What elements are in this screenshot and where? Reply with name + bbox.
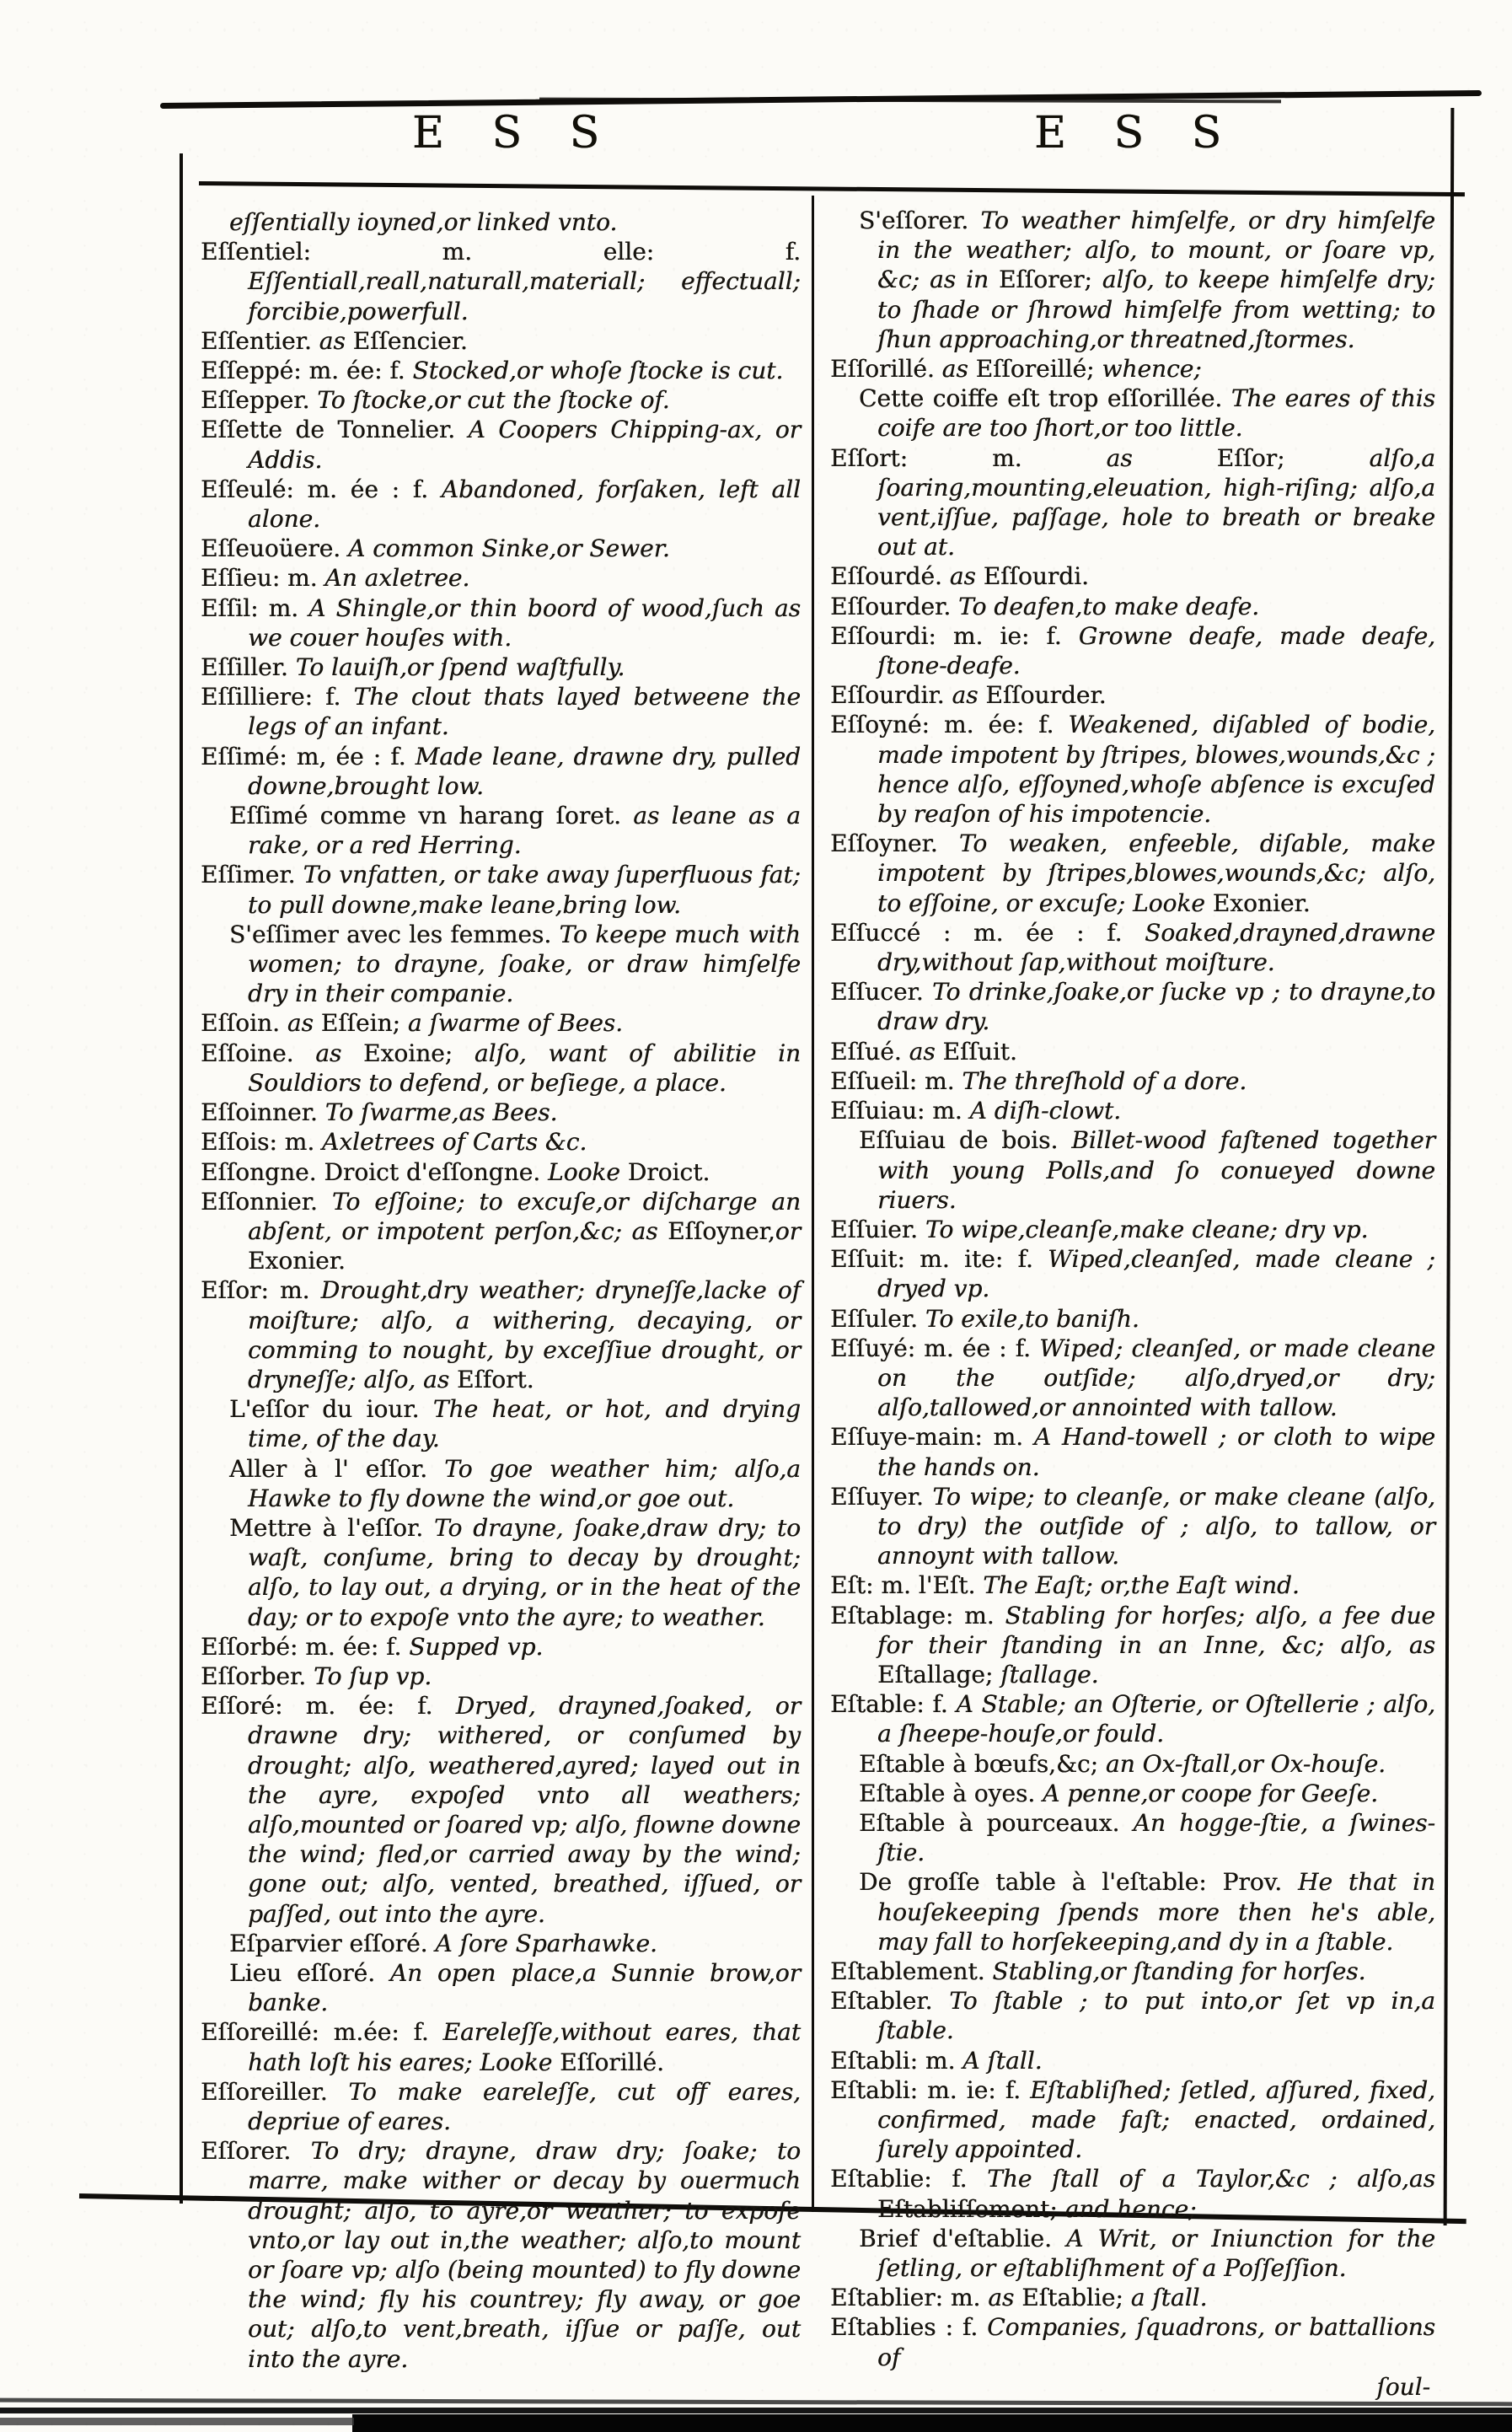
headword-text: Eſtablier: m. xyxy=(830,2284,989,2312)
headword-text: Eſfort. xyxy=(457,1365,534,1393)
gloss-text: A Coopers Chipping-ax, or Addis. xyxy=(248,416,801,474)
gloss-text: a ſwarme of Bees. xyxy=(407,1009,623,1038)
dictionary-entry xyxy=(201,2017,801,2076)
headword-text: Eſſencier. xyxy=(352,326,468,355)
headword-text: Eſſuit. xyxy=(942,1037,1017,1066)
dictionary-entry xyxy=(201,1691,801,1929)
headword-text: Eſſois: m. xyxy=(201,1128,323,1157)
headword-text: S'eſſorer. xyxy=(859,207,981,234)
headword-text: Eſſorbé: m. ée: f. xyxy=(201,1632,410,1661)
catchword: ſoul- xyxy=(1376,2372,1430,2401)
headword-text: Eſſimer. xyxy=(201,861,303,889)
dictionary-entry xyxy=(830,1482,1435,1571)
gloss-text: as xyxy=(988,2284,1022,2312)
dictionary-entry xyxy=(830,1957,1435,1986)
headword-text: Eſſorer. xyxy=(201,2137,311,2166)
headword-text: Eſſongne. Droict d'eſſongne. xyxy=(201,1157,549,1186)
headword-text: Eſſoreillé; xyxy=(975,355,1102,384)
dictionary-entry xyxy=(201,415,801,474)
dictionary-entry xyxy=(830,561,1435,591)
gloss-text: To vnfatten, or take away ſuperfluous fat; to pull downe,make leane,bring low. xyxy=(248,861,801,919)
headword-text: Eſſor; xyxy=(1216,443,1370,472)
dictionary-entry xyxy=(201,1662,801,1691)
headword-text: L'eſſor du iour. xyxy=(229,1395,433,1424)
dictionary-entry xyxy=(830,1334,1435,1423)
dictionary-entry xyxy=(201,207,801,237)
dictionary-entry xyxy=(830,2075,1435,2165)
dictionary-entry xyxy=(830,2312,1435,2371)
dictionary-entry xyxy=(830,1601,1435,1690)
dictionary-entry xyxy=(201,1394,801,1453)
left-border-rule xyxy=(180,153,183,2204)
dictionary-entry xyxy=(201,593,801,652)
dictionary-entry xyxy=(201,682,801,741)
gloss-text: The eares of this coife are too ſhort,or too little. xyxy=(877,384,1435,443)
gloss-text: as xyxy=(949,562,984,591)
dictionary-entry xyxy=(830,621,1435,680)
headword-text: Eſtabli: m. xyxy=(830,2046,963,2075)
headword-text: Eſſoin. xyxy=(201,1009,287,1038)
headword-text: Lieu eſſoré. xyxy=(229,1958,390,1987)
gloss-text: ſtallage. xyxy=(1000,1660,1099,1688)
gloss-text: Wiped; cleanſed, or made cleane on the outſide; alſo,dryed,or dry; alſo,tallowed,or annointed with tallow. xyxy=(877,1334,1435,1422)
dictionary-entry xyxy=(830,680,1435,710)
gloss-text: Stabling for horſes; alſo, a fee due for their ſtanding in an Inne, &c; alſo, as xyxy=(877,1601,1435,1659)
headword-text: Eſſuye-main: m. xyxy=(830,1423,1034,1452)
gloss-text: Soaked,drayned,drawne dry,without ſap,without moiſture. xyxy=(877,918,1435,977)
gloss-text: as xyxy=(1106,443,1217,472)
gloss-text: A penne,or coope for Geeſe. xyxy=(1043,1779,1379,1807)
dictionary-entry xyxy=(830,1125,1435,1215)
dictionary-entry xyxy=(830,977,1435,1036)
gloss-text: A Shingle,or thin boord of wood,ſuch as we couer houſes with. xyxy=(248,593,801,652)
gloss-text: as leane as a rake, or a red Herring. xyxy=(248,802,801,860)
gloss-text: To make eareleſſe, cut off eares, depriue of eares. xyxy=(248,2077,801,2135)
gloss-text: To keepe much with women; to drayne, ſoake, or draw himſelfe dry in their companie. xyxy=(248,920,801,1008)
dictionary-entry xyxy=(201,1275,801,1394)
dictionary-entry xyxy=(201,326,801,356)
headword-text: Eſſil: m. xyxy=(201,593,309,622)
dictionary-entry xyxy=(830,710,1435,829)
dictionary-entry xyxy=(201,1039,801,1098)
headword-text: Eſtabler. xyxy=(830,1987,950,2016)
gloss-text: A ſtall. xyxy=(962,2046,1043,2075)
gloss-text: To deafen,to make deafe. xyxy=(958,592,1260,620)
headword-text: Brief d'eſtablie. xyxy=(859,2224,1067,2252)
headword-text: Eſſourder. xyxy=(985,681,1107,710)
headword-text: Eſtablage: m. xyxy=(830,1601,1005,1629)
gloss-text: as xyxy=(941,355,976,384)
headword-text: Eſſort: m. xyxy=(830,443,1107,472)
gloss-text: Made leane, drawne dry, pulled downe,brought low. xyxy=(248,742,801,800)
gloss-text: An hogge-ſtie, a ſwines-ſtie. xyxy=(877,1808,1435,1867)
gloss-text: Supped vp. xyxy=(409,1632,544,1661)
gloss-text: Companies, ſquadrons, or battallions of xyxy=(877,2313,1435,2371)
headword-text: Eſſette de Tonnelier. xyxy=(201,416,469,444)
running-header-right: E S S xyxy=(1033,108,1234,158)
dictionary-entry xyxy=(830,1749,1435,1779)
column-divider-rule xyxy=(812,196,814,2212)
gloss-text: Weakened, diſabled of bodie, made impotent by ſtripes, blowes,wounds,&c ; hence alſo, eſſoyned,whoſe abſence is excuſed by reaſon of his impotencie. xyxy=(877,711,1435,829)
gloss-text: Stocked,or whoſe ſtocke is cut. xyxy=(412,357,784,385)
headword-text: Eſſorillé. xyxy=(830,355,942,384)
gloss-text: Dryed, drayned,ſoaked, or drawne dry; withered, or conſumed by drought; alſo, weathered,ayred; layed out in the ayre, expoſed vnto all weathers; alſo,mounted or ſoared vp; alſo, flowne downe the wind; fled,or carried away by the wind; gone out; alſo, vented, breathed, iſſued, or paſſed, out into the ayre. xyxy=(248,1692,801,1928)
headword-text: Eſtablies : f. xyxy=(830,2313,988,2342)
gloss-text: To eſſoine; to excuſe,or diſcharge an abſent, or impotent perſon,&c; as xyxy=(248,1187,801,1245)
gloss-text: To weaken, enfeeble, diſable, make impotent by ſtripes,blowes,wounds,&c; alſo, to eſſoine, or excuſe; Looke xyxy=(877,829,1435,917)
gloss-text: Wiped,cleanſed, made cleane ; dryed vp. xyxy=(877,1245,1435,1303)
gloss-text: Drought,dry weather; dryneſſe,lacke of moiſture; alſo, a withering, decaying, or comming to nought, by exceſſiue drought, or dryneſſe; alſo, as xyxy=(248,1276,801,1393)
gloss-text: To wipe,cleanſe,make cleane; dry vp. xyxy=(925,1215,1369,1243)
gloss-text: eſſentially ioyned,or linked vnto. xyxy=(229,208,618,236)
gloss-text: An open place,a Sunnie brow,or banke. xyxy=(248,1958,802,2017)
dictionary-entry xyxy=(830,354,1435,384)
gloss-text: a ſtall. xyxy=(1130,2284,1208,2312)
dictionary-entry xyxy=(830,1779,1435,1808)
gloss-text: as xyxy=(319,326,353,355)
gloss-text: Eſtabliſhed; ſetled, aſſured, fixed, confirmed, made faſt; enacted, ordained, ſurely appointed. xyxy=(877,2075,1435,2164)
left-column xyxy=(201,207,801,2374)
gloss-text: To ſup vp. xyxy=(314,1662,432,1690)
headword-text: Eſtable: f. xyxy=(830,1690,957,1719)
headword-text: Droict. xyxy=(627,1157,710,1186)
dictionary-entry xyxy=(830,918,1435,977)
headword-text: Eſſein; xyxy=(320,1009,408,1038)
dictionary-entry xyxy=(201,652,801,682)
headword-text: Eſſucer. xyxy=(830,978,932,1007)
dictionary-entry xyxy=(830,1037,1435,1066)
scan-edge-band xyxy=(0,2408,1512,2413)
headword-text: Mettre à l'eſſor. xyxy=(229,1513,434,1542)
scan-edge-band xyxy=(0,2418,354,2425)
dictionary-entry xyxy=(830,384,1435,443)
headword-text: Eſtablie; xyxy=(1021,2284,1131,2312)
headword-text: Eſſuiau: m. xyxy=(830,1097,970,1125)
gloss-text: The ſtall of a Taylor,&c ; alſo,as xyxy=(987,2165,1435,2193)
right-border-rule xyxy=(1444,108,1455,2225)
dictionary-entry xyxy=(201,563,801,593)
headword-text: Eſſeppé: m. ée: f. xyxy=(201,357,413,385)
dictionary-entry xyxy=(201,237,801,326)
dictionary-entry xyxy=(201,1632,801,1662)
gloss-text: The heat, or hot, and drying time, of the day. xyxy=(248,1395,801,1453)
headword-text: Eſſoré: m. ée: f. xyxy=(201,1692,456,1721)
dictionary-entry xyxy=(830,1986,1435,2045)
headword-text: Eſtable à bœufs,&c; xyxy=(859,1749,1106,1778)
headword-text: Eſſentiel: m. elle: f. xyxy=(201,238,801,266)
headword-text: Eſſorer; xyxy=(998,266,1102,294)
headword-text: Eſtable à pourceaux. xyxy=(859,1808,1134,1837)
headword-text: Eſſilliere: f. xyxy=(201,683,354,711)
dictionary-entry xyxy=(201,1929,801,1958)
gloss-text: whence; xyxy=(1102,355,1202,384)
dictionary-entry xyxy=(830,1689,1435,1748)
headword-text: Eſſor: m. xyxy=(201,1276,321,1305)
headword-text: Eſſoreillé: m.ée: f. xyxy=(201,2018,443,2047)
dictionary-entry xyxy=(830,829,1435,918)
gloss-text: To drinke,ſoake,or ſucke vp ; to drayne,to draw dry. xyxy=(877,978,1435,1036)
gloss-text: An axletree. xyxy=(324,564,470,593)
gloss-text: To goe weather him; alſo,a Hawke to fly downe the wind,or goe out. xyxy=(248,1454,801,1512)
headword-text: Eſſeuoüere. xyxy=(201,534,348,563)
headword-text: Eſſuccé : m. ée : f. xyxy=(830,918,1145,947)
dictionary-entry xyxy=(201,1513,801,1632)
dictionary-entry xyxy=(830,1215,1435,1244)
headword-text: Eſſorber. xyxy=(201,1662,314,1690)
gloss-text: To weather himſelfe, or dry himſelfe in the weather; alſo, to mount, or ſoare vp, &c; as in xyxy=(877,207,1435,294)
dictionary-entry xyxy=(830,443,1435,562)
gloss-text: alſo,a ſoaring,mounting,eleuation, high-riſing; alſo,a vent,iſſue, paſſage, hole to breath or breake out at. xyxy=(877,443,1435,561)
right-column xyxy=(830,206,1435,2402)
dictionary-entry xyxy=(201,920,801,1009)
headword-text: Exonier. xyxy=(248,1247,346,1275)
dictionary-entry xyxy=(201,1127,801,1157)
gloss-text: The Eaſt; or,the Eaſt wind. xyxy=(983,1571,1300,1600)
gloss-text: To wipe; to cleanſe, or make cleane (alſo, to dry) the outſide of ; alſo, to tallow, or annoynt with tallow. xyxy=(877,1482,1436,1570)
headword-text: De groſſe table à l'eſtable: Prov. xyxy=(859,1868,1298,1897)
headword-text: Eſſuit: m. ite: f. xyxy=(830,1245,1048,1274)
gloss-text: A Hand-towell ; or cloth to wipe the hands on. xyxy=(877,1423,1435,1481)
headword-text: Eſſieu: m. xyxy=(201,564,325,593)
gloss-text: To drayne, ſoake,draw dry; to waſt, conſume, bring to decay by drought; alſo, to lay out, a drying, or in the heat of the day; or to expoſe vnto the ayre; to weather. xyxy=(248,1513,802,1631)
headword-text: Cette coiffe eſt trop eſſorillée. xyxy=(859,384,1231,413)
dictionary-entry xyxy=(830,2164,1435,2223)
dictionary-entry xyxy=(830,1867,1435,1957)
dictionary-entry xyxy=(201,475,801,534)
gloss-text: as xyxy=(315,1039,364,1067)
headword-text: Eſſourdi. xyxy=(983,562,1089,591)
gloss-text: as xyxy=(287,1009,321,1038)
headword-text: Eſſepper. xyxy=(201,386,318,415)
dictionary-entry xyxy=(201,2077,801,2136)
gloss-text: A Writ, or Iniunction for the ſetling, or eſtabliſhment of a Poſſeſſion. xyxy=(877,2224,1435,2283)
gloss-text: Looke xyxy=(548,1157,628,1186)
gloss-text: A diſh-clowt. xyxy=(969,1097,1122,1125)
headword-text: Eſſeulé: m. ée : f. xyxy=(201,475,442,503)
headword-text: Eſſoyné: m. ée: f. xyxy=(830,711,1069,739)
dictionary-entry xyxy=(830,2224,1435,2283)
headword-text: Eſtablement. xyxy=(830,1957,993,1985)
headword-text: Eſtable à oyes. xyxy=(859,1779,1043,1807)
headword-text: Aller à l' eſſor. xyxy=(229,1454,445,1483)
gloss-text: as xyxy=(952,681,986,710)
gloss-text: Stabling,or ſtanding for horſes. xyxy=(992,1957,1366,1985)
gloss-text: The threſhold of a dore. xyxy=(962,1066,1247,1095)
dictionary-entry xyxy=(201,1008,801,1038)
dictionary-entry xyxy=(201,742,801,801)
gloss-text: and hence; xyxy=(1064,2194,1197,2223)
gloss-text: an Ox-ſtall,or Ox-houſe. xyxy=(1105,1749,1386,1778)
dictionary-entry xyxy=(201,1958,801,2017)
dictionary-entry xyxy=(830,206,1435,354)
headword-text: Eſſourdi: m. ie: f. xyxy=(830,621,1079,650)
gloss-text: To exile,to baniſh. xyxy=(925,1304,1139,1333)
dictionary-entry xyxy=(201,356,801,385)
gloss-text: Growne deafe, made deafe, ſtone-deafe. xyxy=(877,621,1435,680)
headword-text: Eſſiller. xyxy=(201,653,296,682)
dictionary-entry xyxy=(830,1422,1435,1481)
headword-text: Eſſourder. xyxy=(830,592,959,620)
headword-text: Eſſourdir. xyxy=(830,681,952,710)
headword-text: Eſſorillé. xyxy=(560,2048,664,2076)
gloss-text: A common Sinke,or Sewer. xyxy=(348,534,670,563)
gloss-text: To ſtable ; to put into,or ſet vp in,a ſtable. xyxy=(877,1987,1435,2045)
gloss-text: or xyxy=(775,1216,801,1245)
gloss-text: Axletrees of Carts &c. xyxy=(322,1128,587,1157)
headword-text: Eſſoyner. xyxy=(830,829,959,858)
headword-text: Eſſoyner, xyxy=(668,1216,775,1245)
headword-text: Eſſueil: m. xyxy=(830,1066,962,1095)
gloss-text: Billet-wood faſtened together with young Polls,and ſo conueyed downe riuers. xyxy=(877,1126,1435,1214)
dictionary-entry xyxy=(201,385,801,415)
headword-text: Eſſuler. xyxy=(830,1304,925,1333)
dictionary-entry xyxy=(830,1096,1435,1125)
headword-text: Eſſoine. xyxy=(201,1039,316,1067)
dictionary-entry xyxy=(830,2046,1435,2075)
headword-text: Eſſuyer. xyxy=(830,1482,933,1511)
headword-text: S'eſſimer avec les femmes. xyxy=(229,920,560,948)
gloss-text: alſo, want of abilitie in Souldiors to defend, or beſiege, a place. xyxy=(248,1039,802,1097)
headword-text: Eſtablie: f. xyxy=(830,2165,988,2193)
dictionary-entry xyxy=(201,801,801,860)
gloss-text: Eareleſſe,without eares, that hath loſt his eares; Looke xyxy=(248,2018,801,2076)
running-header-left: E S S xyxy=(411,108,612,158)
gloss-text: To dry; drayne, draw dry; ſoake; to marre, make wither or decay by ouermuch drought; alſo, to ayre,or weather; to expoſe vnto,or lay out in,the weather; alſo,to mount or ſoare vp; alſo (being mounted) to fly downe the wind; fly his countrey; fly away, or goe out; alſo,to vent,breath, iſſue or paſſe, out into the ayre. xyxy=(248,2137,801,2373)
scan-edge-band xyxy=(352,2414,1512,2432)
headword-text: Eſt: m. l'Eſt. xyxy=(830,1571,984,1600)
headword-text: Eſſoinner. xyxy=(201,1098,325,1127)
dictionary-entry xyxy=(201,2136,801,2374)
headword-text: Exonier. xyxy=(1212,889,1311,917)
headword-text: Exoine; xyxy=(363,1039,475,1067)
dictionary-entry xyxy=(201,534,801,563)
headword-text: Eſſuyé: m. ée : f. xyxy=(830,1334,1040,1362)
gloss-text: Eſſentiall,reall,naturall,materiall; effectuall; forcibie,powerfull. xyxy=(248,267,801,325)
dictionary-entry xyxy=(830,1808,1435,1867)
gloss-text: Abandoned, forſaken, left all alone. xyxy=(248,475,801,534)
dictionary-entry xyxy=(830,2283,1435,2312)
dictionary-entry xyxy=(830,592,1435,621)
headword-text: Eſſoreiller. xyxy=(201,2077,349,2106)
dictionary-entry xyxy=(201,860,801,919)
headword-text: Eſſuiau de bois. xyxy=(859,1126,1072,1155)
dictionary-entry xyxy=(201,1454,801,1513)
gloss-text: To ſtocke,or cut the ſtocke of. xyxy=(317,386,670,415)
dictionary-entry xyxy=(830,1244,1435,1303)
dictionary-entry xyxy=(201,1098,801,1127)
headword-text: Eſſonnier. xyxy=(201,1187,332,1216)
headword-text: Eſſué. xyxy=(830,1037,909,1066)
headword-text: Eſſourdé. xyxy=(830,562,950,591)
gloss-text: A ſore Sparhawke. xyxy=(435,1929,657,1957)
headword-text: Eſtabliſſement; xyxy=(877,2194,1065,2223)
gloss-text: To ſwarme,as Bees. xyxy=(324,1098,558,1127)
dictionary-entry xyxy=(201,1157,801,1187)
dictionary-entry xyxy=(201,1187,801,1276)
header-divider-rule xyxy=(199,181,1465,196)
dictionary-entry xyxy=(830,1304,1435,1334)
gloss-text: A Stable; an Oſterie, or Oſtellerie ; alſo, a ſheepe-houſe,or fould. xyxy=(877,1690,1435,1748)
gloss-text: To lauiſh,or ſpend waſtfully. xyxy=(295,653,625,682)
gloss-text: as xyxy=(909,1037,943,1066)
gloss-text: He that in houſekeeping ſpends more then he's able, may fall to horſekeeping,and dy in a ſtable. xyxy=(877,1868,1435,1956)
gloss-text: alſo, to keepe himſelfe dry; to ſhade or ſhrowd himſelfe from wetting; to ſhun approaching,or threatned,ſtormes. xyxy=(877,266,1435,353)
headword-text: Eſſentier. xyxy=(201,326,319,355)
headword-text: Eſſimé comme vn harang ſoret. xyxy=(229,802,634,830)
dictionary-entry xyxy=(830,1570,1435,1600)
headword-text: Eſtabli: m. ie: f. xyxy=(830,2075,1031,2104)
dictionary-entry xyxy=(830,1066,1435,1096)
gloss-text: The clout thats layed betweene the legs of an infant. xyxy=(248,683,802,741)
headword-text: Eſparvier eſſoré. xyxy=(229,1929,436,1957)
headword-text: Eſtallage; xyxy=(877,1660,1001,1688)
headword-text: Eſſimé: m, ée : f. xyxy=(201,742,416,770)
headword-text: Eſſuier. xyxy=(830,1215,925,1243)
